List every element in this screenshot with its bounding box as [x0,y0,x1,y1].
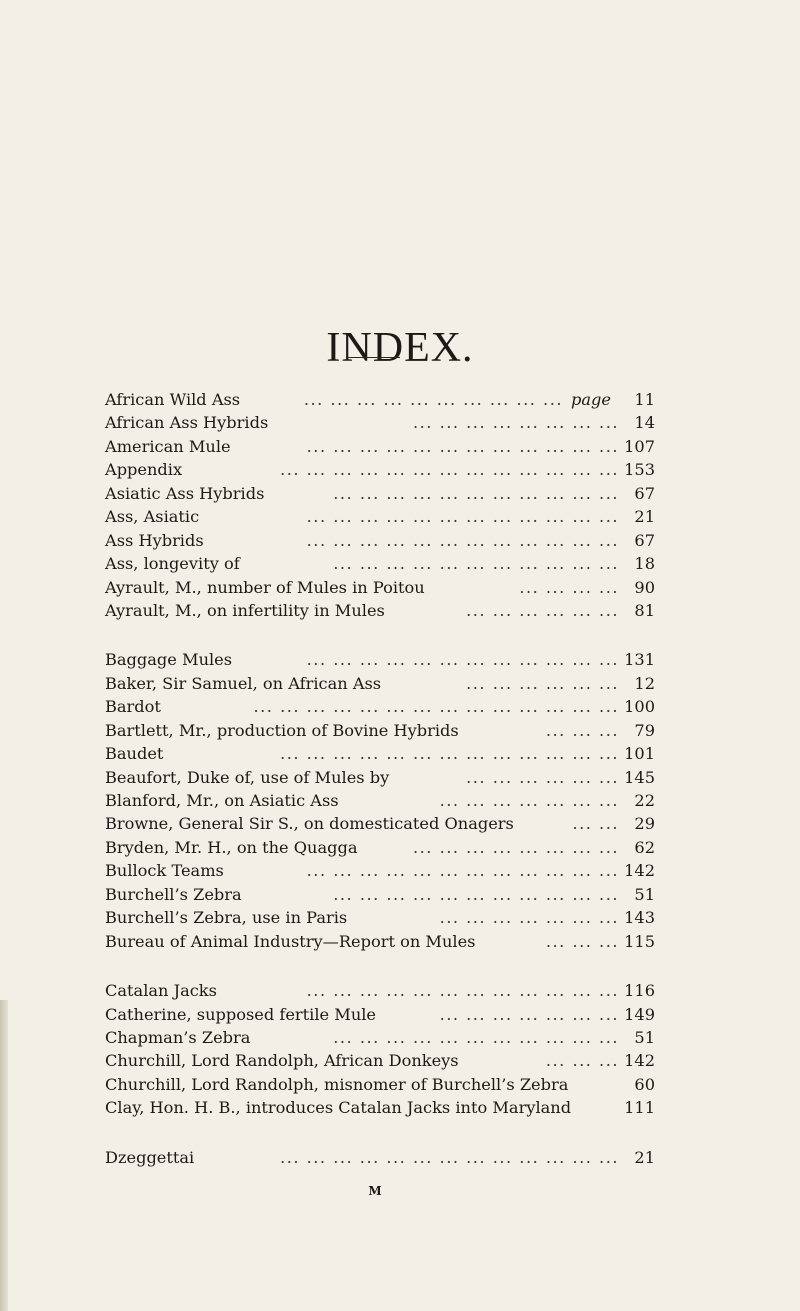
index-entry [105,552,655,575]
entry-page-number: 143 [624,908,655,928]
entry-label: Ass, longevity of [105,552,244,575]
dot-leader: ... ... ... ... ... ... [466,673,619,693]
entry-page-number: 51 [634,884,655,904]
entry-label: Blanford, Mr., on Asiatic Ass [105,789,343,812]
entry-label: Clay, Hon. H. B., introduces Catalan Jacks into Maryland [105,1096,575,1119]
page-edge-shadow [0,1000,8,1311]
index-entry [105,529,655,552]
entry-page-number: 21 [634,1147,655,1167]
entry-label: Churchill, Lord Randolph, African Donkeys [105,1049,463,1072]
entry-page-number: 21 [634,507,655,527]
entry-page-number: 51 [634,1027,655,1047]
entry-page-number: 18 [634,554,655,574]
dot-leader: ... ... ... ... ... ... ... ... ... ... ... ... [306,436,619,456]
index-entry [105,742,655,765]
index-entry [105,1146,655,1169]
signature-mark: M [368,1184,382,1198]
index-group [105,979,655,1120]
entry-label: Ass, Asiatic [105,505,203,528]
entry-page-number: 142 [624,861,655,881]
index-entry [105,812,655,835]
index-entry [105,719,655,742]
entry-label: African Wild Ass [105,388,244,411]
index-entry [105,576,655,599]
entry-page-number: 29 [634,814,655,834]
entry-page-number: 107 [624,436,655,456]
entry-label: Burchell’s Zebra [105,883,246,906]
index-entry [105,599,655,622]
dot-leader: ... ... ... ... ... ... ... [439,908,619,928]
index-group [105,648,655,953]
index-entry [105,930,655,953]
entry-label: Browne, General Sir S., on domesticated Onagers [105,812,518,835]
dot-leader: ... ... ... ... ... ... ... ... ... ... ... ... [306,650,619,670]
dot-leader: ... ... ... ... ... ... ... ... ... ... ... ... ... ... [253,697,619,717]
entry-page-number: 62 [634,837,655,857]
entry-label: Bullock Teams [105,859,228,882]
index-list [105,388,655,1195]
index-entry [105,411,655,434]
entry-label: Asiatic Ass Hybrids [105,482,268,505]
entry-label: Catalan Jacks [105,979,221,1002]
index-entry [105,1003,655,1026]
entry-label: Dzeggettai [105,1146,198,1169]
title-rule [348,357,400,358]
entry-page-number: 153 [624,460,655,480]
index-entry [105,766,655,789]
index-entry [105,672,655,695]
index-entry [105,883,655,906]
entry-page-number: 60 [634,1074,655,1094]
entry-label: Appendix [105,458,186,481]
entry-page-number: 100 [624,697,655,717]
entry-label: Bartlett, Mr., production of Bovine Hybrids [105,719,463,742]
index-entry [105,505,655,528]
entry-page-number: 131 [624,650,655,670]
dot-leader: ... ... ... ... ... ... ... ... ... ... ... ... [306,530,619,550]
dot-leader: ... ... ... [545,720,619,740]
dot-leader: ... ... ... ... ... ... [466,767,619,787]
entry-page-number: 14 [634,413,655,433]
index-entry [105,1026,655,1049]
dot-leader: ... ... ... ... [519,577,619,597]
entry-page-number: 145 [624,767,655,787]
entry-label: Chapman’s Zebra [105,1026,254,1049]
index-entry [105,458,655,481]
dot-leader: ... ... ... ... ... ... ... ... ... ... ... ... [306,861,619,881]
dot-leader: ... ... ... [545,1051,619,1071]
entry-page-number: 11 [634,390,655,409]
entry-page-number: 116 [624,981,655,1001]
dot-leader: ... ... ... ... ... ... ... ... [412,413,619,433]
entry-page-number: 12 [634,673,655,693]
entry-page-number: 115 [624,931,655,951]
dot-leader: ... ... ... ... ... ... ... ... ... ... ... [333,554,619,574]
entry-page-number: 142 [624,1051,655,1071]
index-entry [105,836,655,859]
entry-label: Baudet [105,742,167,765]
entry-page-number: 67 [634,483,655,503]
entry-label: American Mule [105,435,235,458]
entry-label: Bardot [105,695,165,718]
dot-leader: ... ... ... ... ... ... ... [439,1004,619,1024]
dot-leader: ... ... ... [545,931,619,951]
page-word: page [571,388,611,411]
entry-label: Burchell’s Zebra, use in Paris [105,906,351,929]
entry-label: Baggage Mules [105,648,236,671]
entry-label: African Ass Hybrids [105,411,272,434]
entry-page-number: 81 [634,600,655,620]
index-entry [105,1049,655,1072]
index-entry [105,906,655,929]
dot-leader: ... ... ... ... ... ... ... ... ... ... ... ... [306,507,619,527]
entry-page-number: 67 [634,530,655,550]
dot-leader: ... ... [572,814,619,834]
entry-label: Bryden, Mr. H., on the Quagga [105,836,362,859]
dot-leader: ... ... ... ... ... ... ... [439,791,619,810]
entry-label: Baker, Sir Samuel, on African Ass [105,672,385,695]
dot-leader: ... ... ... ... ... ... ... ... ... ... ... [333,884,619,904]
index-entry [105,388,655,411]
entry-label: Catherine, supposed fertile Mule [105,1003,380,1026]
entry-page-number: 22 [634,791,655,810]
entry-page-number: 101 [624,744,655,764]
entry-label: Ayrault, M., on infertility in Mules [105,599,389,622]
index-entry [105,435,655,458]
index-entry [105,648,655,671]
index-entry [105,789,655,812]
index-entry [105,1096,655,1119]
dot-leader: ... ... ... ... ... ... ... ... ... ... ... ... ... [280,460,619,480]
dot-leader: ... ... ... ... ... ... ... ... ... ... ... ... [306,981,619,1001]
index-entry [105,1073,655,1096]
index-title: INDEX. [326,325,474,372]
index-entry [105,859,655,882]
entry-label: Churchill, Lord Randolph, misnomer of Burchell’s Zebra [105,1073,572,1096]
entry-page-number: 90 [634,577,655,597]
entry-label: Ayrault, M., number of Mules in Poitou [105,576,429,599]
dot-leader: ... ... ... ... ... ... ... ... ... ... ... ... ... [280,1147,619,1167]
entry-label: Beaufort, Duke of, use of Mules by [105,766,393,789]
entry-page-number: 111 [624,1098,655,1118]
dot-leader: ... ... ... ... ... ... [466,600,619,620]
index-group [105,1146,655,1169]
entry-label: Ass Hybrids [105,529,208,552]
index-entry [105,482,655,505]
dot-leader: ... ... ... ... ... ... ... ... ... ... ... [333,1027,619,1047]
dot-leader: ... ... ... ... ... ... ... ... [412,837,619,857]
dot-leader: ... ... ... ... ... ... ... ... ... ... ... ... ... [280,744,619,764]
entry-page-number: 149 [624,1004,655,1024]
dot-leader: ... ... ... ... ... ... ... ... ... ... ... [333,483,619,503]
index-group [105,388,655,622]
index-entry [105,695,655,718]
dot-leader: ... ... ... ... ... ... ... ... ... ... [303,390,563,409]
entry-page-number: 79 [634,720,655,740]
entry-label: Bureau of Animal Industry—Report on Mules [105,930,480,953]
index-entry [105,979,655,1002]
